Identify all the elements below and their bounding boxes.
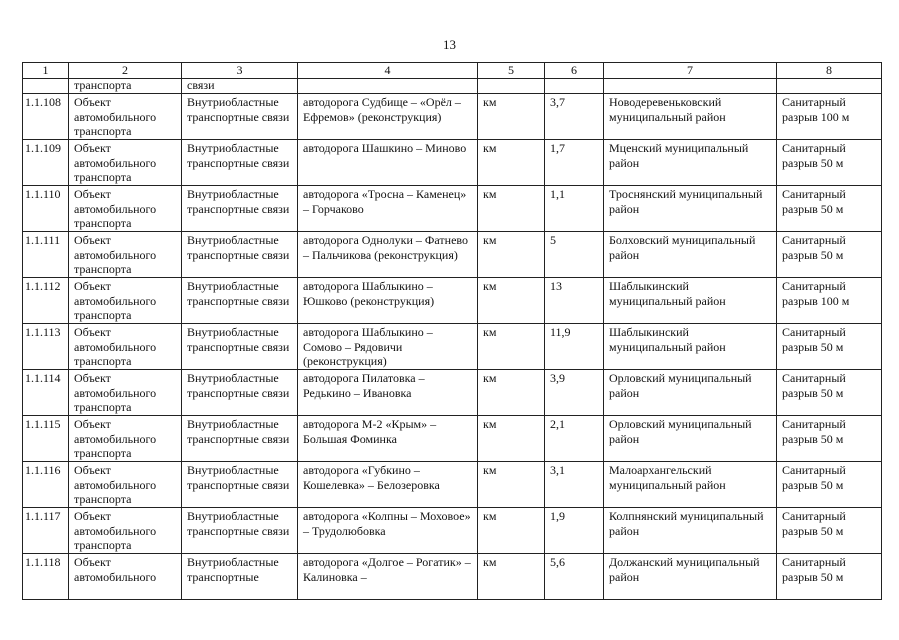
road-name-cell: автодорога Однолуки – Фатнево – Пальчикова (реконструкция) <box>298 232 478 278</box>
district-cell: Троснянский муниципальный район <box>604 186 777 232</box>
length-cell: 1,7 <box>545 140 604 186</box>
object-type-cell: Объект автомобильного транспорта <box>69 186 182 232</box>
table-row <box>23 324 882 370</box>
table-row <box>23 462 882 508</box>
road-name-cell: автодорога «Долгое – Рогатик» – Калиновка – <box>298 554 478 600</box>
object-type-cell: Объект автомобильного транспорта <box>69 324 182 370</box>
header-row <box>23 63 882 79</box>
row-number-cell: 1.1.108 <box>23 94 69 140</box>
unit-cell: км <box>478 416 545 462</box>
continuation-cell <box>23 79 69 94</box>
district-cell: Должанский муниципальный район <box>604 554 777 600</box>
sanitary-zone-cell: Санитарный разрыв 50 м <box>777 416 882 462</box>
district-cell: Шаблыкинский муниципальный район <box>604 278 777 324</box>
sanitary-zone-cell: Санитарный разрыв 50 м <box>777 140 882 186</box>
continuation-cell <box>478 79 545 94</box>
object-type-cell: Объект автомобильного транспорта <box>69 416 182 462</box>
table-row <box>23 140 882 186</box>
connection-type-cell: Внутриобластные транспортные связи <box>182 94 298 140</box>
row-number-cell: 1.1.112 <box>23 278 69 324</box>
length-cell: 3,1 <box>545 462 604 508</box>
unit-cell: км <box>478 370 545 416</box>
sanitary-zone-cell: Санитарный разрыв 100 м <box>777 278 882 324</box>
connection-type-cell: Внутриобластные транспортные связи <box>182 232 298 278</box>
district-cell: Колпнянский муниципальный район <box>604 508 777 554</box>
road-name-cell: автодорога «Губкино – Кошелевка» – Белозеровка <box>298 462 478 508</box>
connection-type-cell: Внутриобластные транспортные связи <box>182 462 298 508</box>
table-row <box>23 370 882 416</box>
road-name-cell: автодорога Шашкино – Миново <box>298 140 478 186</box>
length-cell: 5,6 <box>545 554 604 600</box>
row-number-cell: 1.1.109 <box>23 140 69 186</box>
row-number-cell: 1.1.114 <box>23 370 69 416</box>
header-cell-4: 4 <box>298 63 478 79</box>
object-type-cell: Объект автомобильного транспорта <box>69 370 182 416</box>
table-row <box>23 278 882 324</box>
table-row <box>23 94 882 140</box>
object-type-cell: Объект автомобильного транспорта <box>69 278 182 324</box>
district-cell: Новодеревеньковский муниципальный район <box>604 94 777 140</box>
unit-cell: км <box>478 140 545 186</box>
object-type-cell: Объект автомобильного транспорта <box>69 232 182 278</box>
sanitary-zone-cell: Санитарный разрыв 50 м <box>777 554 882 600</box>
object-type-cell: Объект автомобильного транспорта <box>69 94 182 140</box>
length-cell: 11,9 <box>545 324 604 370</box>
road-name-cell: автодорога Шаблыкино – Юшково (реконструкция) <box>298 278 478 324</box>
district-cell: Мценский муниципальный район <box>604 140 777 186</box>
header-cell-3: 3 <box>182 63 298 79</box>
unit-cell: км <box>478 94 545 140</box>
sanitary-zone-cell: Санитарный разрыв 50 м <box>777 370 882 416</box>
table-row <box>23 508 882 554</box>
table-row <box>23 416 882 462</box>
sanitary-zone-cell: Санитарный разрыв 50 м <box>777 186 882 232</box>
unit-cell: км <box>478 462 545 508</box>
continuation-cell <box>298 79 478 94</box>
row-number-cell: 1.1.113 <box>23 324 69 370</box>
header-cell-8: 8 <box>777 63 882 79</box>
connection-type-cell: Внутриобластные транспортные связи <box>182 278 298 324</box>
road-name-cell: автодорога «Колпны – Моховое» – Трудолюбовка <box>298 508 478 554</box>
header-cell-1: 1 <box>23 63 69 79</box>
unit-cell: км <box>478 554 545 600</box>
district-cell: Шаблыкинский муниципальный район <box>604 324 777 370</box>
road-name-cell: автодорога Шаблыкино – Сомово – Рядовичи (реконструкция) <box>298 324 478 370</box>
table-row <box>23 232 882 278</box>
row-number-cell: 1.1.111 <box>23 232 69 278</box>
unit-cell: км <box>478 232 545 278</box>
length-cell: 5 <box>545 232 604 278</box>
connection-type-cell: Внутриобластные транспортные <box>182 554 298 600</box>
row-number-cell: 1.1.118 <box>23 554 69 600</box>
connection-type-cell: Внутриобластные транспортные связи <box>182 416 298 462</box>
length-cell: 3,7 <box>545 94 604 140</box>
continuation-cell: транспорта <box>69 79 182 94</box>
row-number-cell: 1.1.116 <box>23 462 69 508</box>
unit-cell: км <box>478 186 545 232</box>
connection-type-cell: Внутриобластные транспортные связи <box>182 140 298 186</box>
length-cell: 13 <box>545 278 604 324</box>
district-cell: Малоархангельский муниципальный район <box>604 462 777 508</box>
continuation-cell: связи <box>182 79 298 94</box>
row-number-cell: 1.1.115 <box>23 416 69 462</box>
page-number: 13 <box>443 37 456 52</box>
header-cell-2: 2 <box>69 63 182 79</box>
sanitary-zone-cell: Санитарный разрыв 50 м <box>777 508 882 554</box>
district-cell: Болховский муниципальный район <box>604 232 777 278</box>
sanitary-zone-cell: Санитарный разрыв 50 м <box>777 324 882 370</box>
length-cell: 1,1 <box>545 186 604 232</box>
road-name-cell: автодорога Судбище – «Орёл – Ефремов» (реконструкция) <box>298 94 478 140</box>
continuation-cell <box>604 79 777 94</box>
sanitary-zone-cell: Санитарный разрыв 100 м <box>777 94 882 140</box>
header-cell-7: 7 <box>604 63 777 79</box>
object-type-cell: Объект автомобильного транспорта <box>69 508 182 554</box>
unit-cell: км <box>478 324 545 370</box>
continuation-row <box>23 79 882 94</box>
row-number-cell: 1.1.117 <box>23 508 69 554</box>
object-type-cell: Объект автомобильного <box>69 554 182 600</box>
continuation-cell <box>777 79 882 94</box>
connection-type-cell: Внутриобластные транспортные связи <box>182 324 298 370</box>
table-row <box>23 554 882 600</box>
length-cell: 3,9 <box>545 370 604 416</box>
connection-type-cell: Внутриобластные транспортные связи <box>182 186 298 232</box>
row-number-cell: 1.1.110 <box>23 186 69 232</box>
continuation-cell <box>545 79 604 94</box>
length-cell: 2,1 <box>545 416 604 462</box>
length-cell: 1,9 <box>545 508 604 554</box>
district-cell: Орловский муниципальный район <box>604 416 777 462</box>
road-name-cell: автодорога Пилатовка – Редькино – Ивановка <box>298 370 478 416</box>
data-table <box>22 62 882 600</box>
unit-cell: км <box>478 508 545 554</box>
road-name-cell: автодорога «Тросна – Каменец» – Горчаково <box>298 186 478 232</box>
sanitary-zone-cell: Санитарный разрыв 50 м <box>777 232 882 278</box>
district-cell: Орловский муниципальный район <box>604 370 777 416</box>
header-cell-5: 5 <box>478 63 545 79</box>
header-cell-6: 6 <box>545 63 604 79</box>
object-type-cell: Объект автомобильного транспорта <box>69 462 182 508</box>
connection-type-cell: Внутриобластные транспортные связи <box>182 370 298 416</box>
object-type-cell: Объект автомобильного транспорта <box>69 140 182 186</box>
sanitary-zone-cell: Санитарный разрыв 50 м <box>777 462 882 508</box>
unit-cell: км <box>478 278 545 324</box>
connection-type-cell: Внутриобластные транспортные связи <box>182 508 298 554</box>
table-row <box>23 186 882 232</box>
road-name-cell: автодорога М-2 «Крым» – Большая Фоминка <box>298 416 478 462</box>
